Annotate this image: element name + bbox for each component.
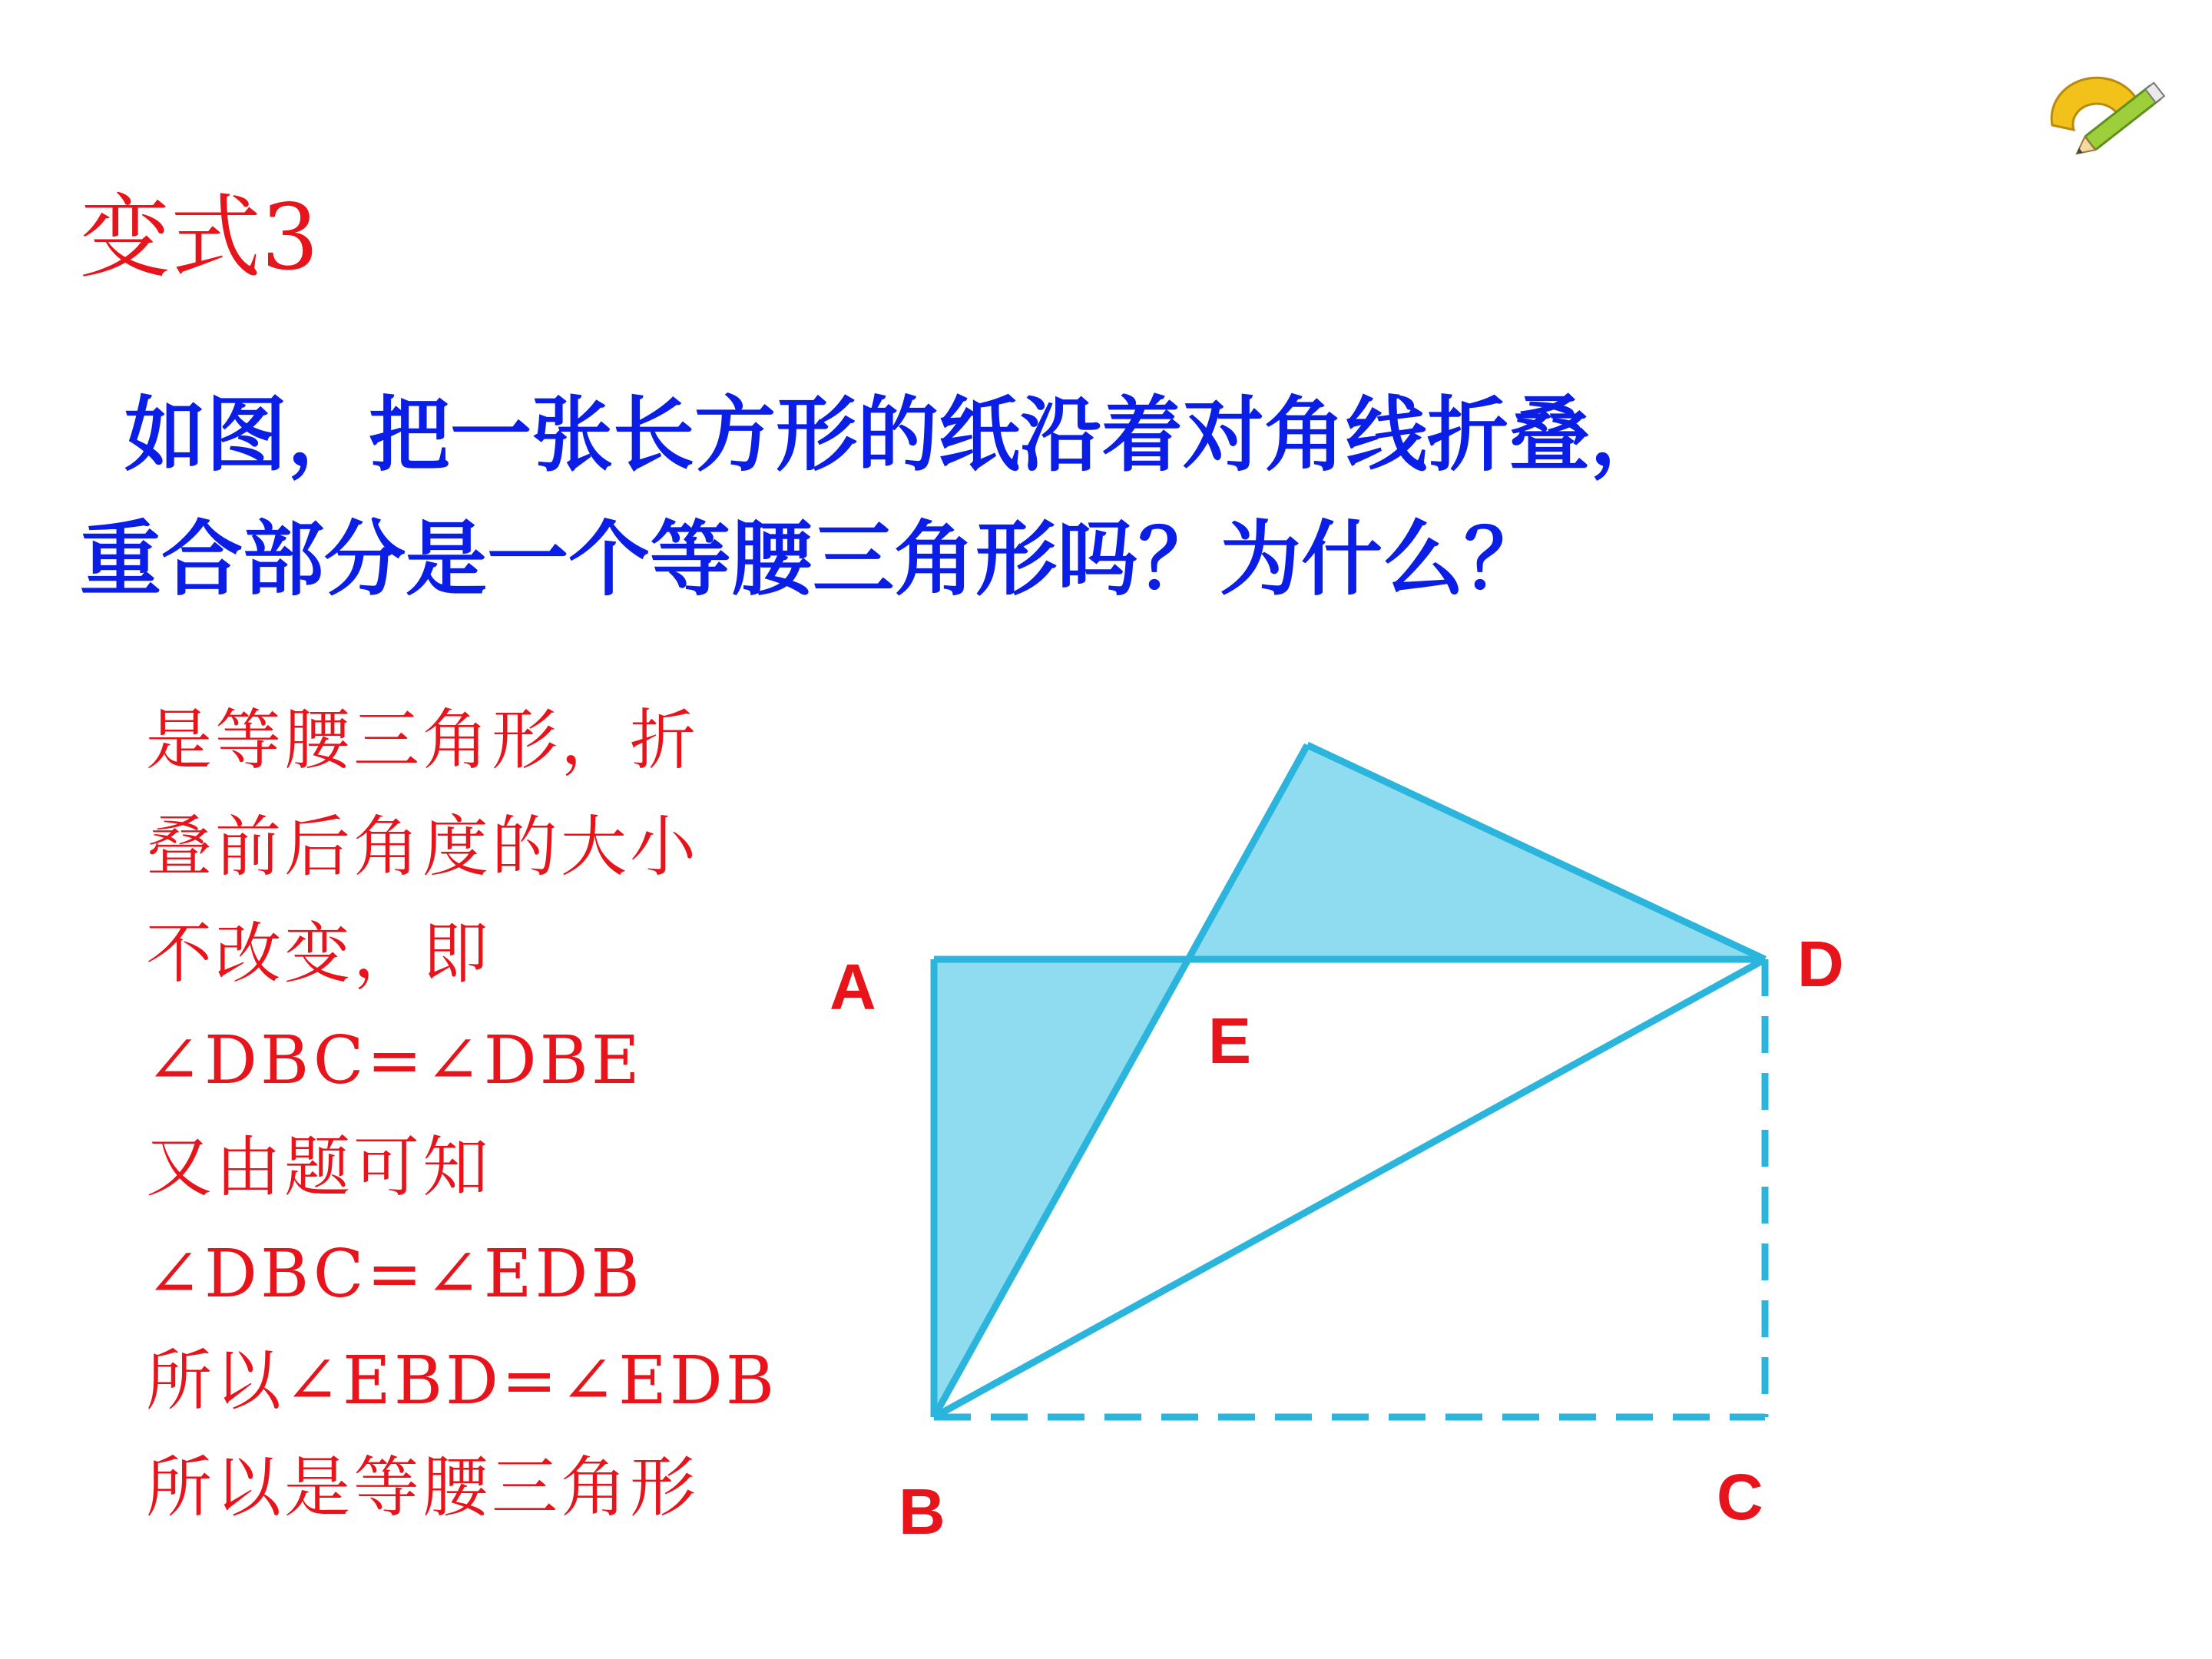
question-line-2: 重合部分是一个等腰三角形吗？为什么？ [80,511,1545,607]
label-d: D [1797,928,1844,1000]
shaded-triangle-folded [1189,745,1765,959]
answer-line-2: 叠前后角度的大小 [146,809,699,886]
label-b: B [899,1475,945,1548]
answer-line-6: ∠DBC=∠EDB [146,1236,643,1313]
answer-line-5: 又由题可知 [146,1129,492,1206]
answer-line-1: 是等腰三角形，折 [146,702,699,779]
label-c: C [1717,1461,1763,1533]
answer-line-7: 所以∠EBD=∠EDB [146,1343,778,1419]
label-e: E [1208,1005,1252,1077]
answer-line-3: 不改变，即 [146,916,492,992]
answer-line-4: ∠DBC=∠DBE [146,1022,643,1099]
label-a: A [830,951,876,1023]
slide-title: 变式3 [80,184,320,290]
question-line-1: 如图，把一张长方形的纸沿着对角线折叠， [124,386,1671,482]
answer-line-8: 所以是等腰三角形 [146,1449,699,1526]
